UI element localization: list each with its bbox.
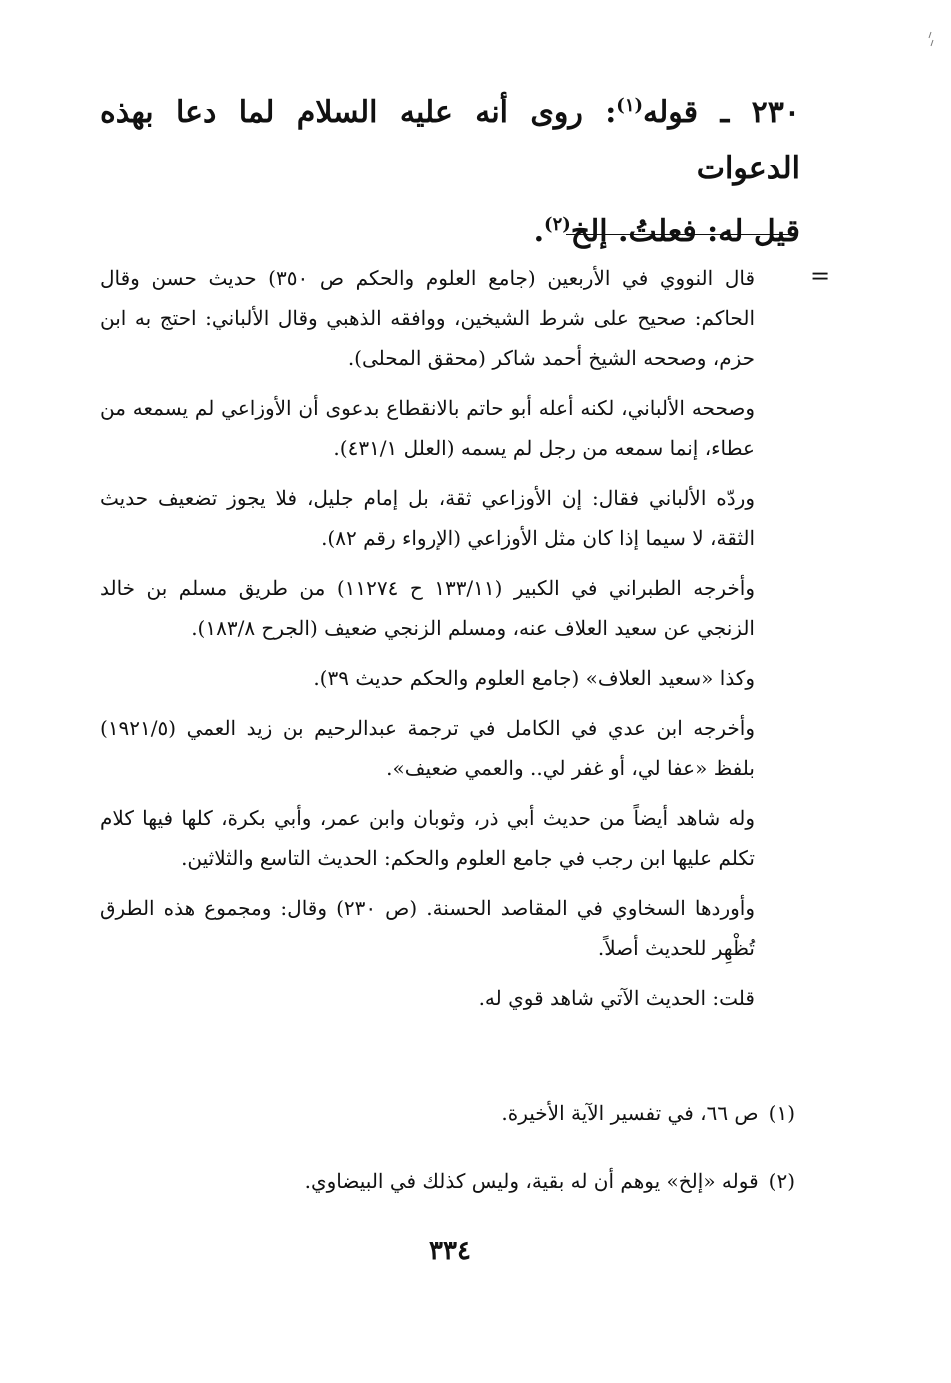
note-paragraph: وأخرجه ابن عدي في الكامل في ترجمة عبدالرحيم بن زيد العمي (١٩٢١/٥) بلفظ «عفا لي، أو غفر لي.. والعمي ضعيف». — [100, 716, 755, 780]
footnote-ref-1[interactable]: (١) — [616, 95, 644, 116]
continued-footnote-notes — [100, 258, 755, 1028]
main-line-2 — [100, 197, 800, 260]
footnote-ref-2[interactable]: (٢) — [544, 214, 571, 235]
footnote-number: (٢) — [768, 1169, 795, 1193]
note-paragraph: قال النووي في الأربعين (جامع العلوم والحكم ص ٣٥٠) حديث حسن وقال الحاكم: صحيح على شرط الشيخين، ووافقه الذهبي وقال الألباني: احتج به ابن حزم، وصححه الشيخ أحمد شاكر (محقق المحلى). — [100, 266, 755, 370]
page-number: ٣٣٤ — [429, 1236, 471, 1266]
note-paragraph: وكذا «سعيد العلاف» (جامع العلوم والحكم حديث ٣٩). — [313, 666, 755, 690]
footnote-1 — [100, 1093, 795, 1133]
main-text-block — [100, 78, 800, 260]
main-line-1 — [100, 78, 800, 197]
note-paragraph: وصححه الألباني، لكنه أعله أبو حاتم بالانقطاع بدعوى أن الأوزاعي لم يسمعه من عطاء، إنما سمعه من رجل لم يسمه (العلل ٤٣١/١). — [100, 396, 755, 460]
footnote-text: ص ٦٦، في تفسير الآية الأخيرة. — [501, 1101, 759, 1125]
corner-speck-mark — [925, 30, 937, 48]
footnote-number: (١) — [768, 1101, 795, 1125]
footnote-separator-rule — [566, 234, 796, 235]
footnote-text: قوله «إلخ» يوهم أن له بقية، وليس كذلك في البيضاوي. — [304, 1169, 759, 1193]
note-paragraph: قلت: الحديث الآتي شاهد قوي له. — [478, 986, 755, 1010]
continuation-mark: = — [809, 262, 831, 290]
entry-word: قوله — [643, 95, 699, 130]
main-line-2-text: قيل له: فعلتُ. إلخ — [570, 214, 800, 249]
main-line-2-end: . — [533, 214, 545, 249]
note-paragraph: وله شاهد أيضاً من حديث أبي ذر، وثوبان وابن عمر، وأبي بكرة، كلها فيها كلام تكلم عليها ابن رجب في جامع العلوم والحكم: الحديث التاسع والثلاثين. — [100, 806, 755, 870]
note-paragraph: وأوردها السخاوي في المقاصد الحسنة. (ص ٢٣٠) وقال: ومجموع هذه الطرق تُظْهِر للحديث أصلاً. — [100, 896, 755, 960]
footnote-2 — [100, 1161, 795, 1201]
entry-number: ٢٣٠ ـ — [720, 95, 801, 130]
footnotes-section — [100, 1093, 795, 1229]
note-paragraph: وأخرجه الطبراني في الكبير (١٣٣/١١ ح ١١٢٧٤) من طريق مسلم بن خالد الزنجي عن سعيد العلاف عنه، ومسلم الزنجي ضعيف (الجرح ١٨٣/٨). — [100, 576, 755, 640]
note-paragraph: وردّه الألباني فقال: إن الأوزاعي ثقة، بل إمام جليل، فلا يجوز تضعيف حديث الثقة، لا سيما إذا كان مثل الأوزاعي (الإرواء رقم ٨٢). — [100, 486, 755, 550]
main-line-1-text: : روى أنه عليه السلام لما دعا بهذه الدعوات — [100, 95, 800, 186]
